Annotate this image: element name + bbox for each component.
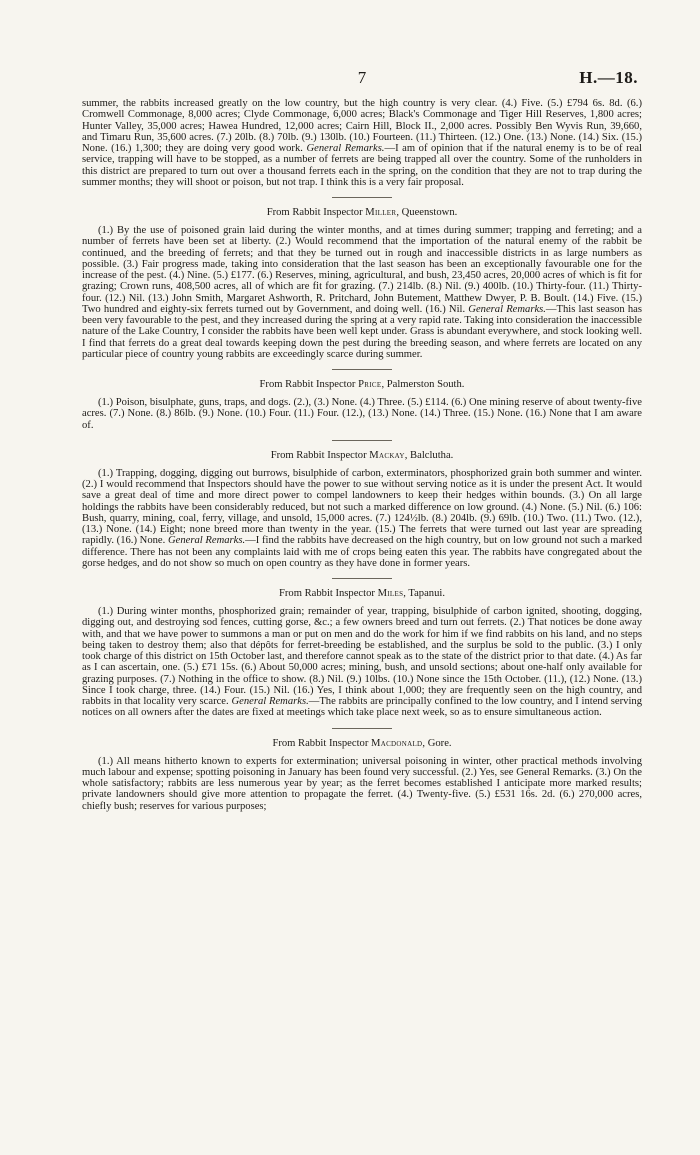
- section-paragraph-mackay: [82, 468, 642, 569]
- inspector-name: Miller: [365, 207, 397, 218]
- remarks-text: —This last season has been very favourable to the pest, and they increased during the spring at a very rapid rate. Taking into consideration the inaccessible nature of the Lake Country, I consider the rabbits have been well kept under. Grass is abundant everywhere, and stock looking well. I find that ferrets do a great deal towards keeping down the pest during the breeding season, and where ferrets are located on any particular piece of country young rabbits are exceedingly scarce during summer.: [82, 303, 642, 360]
- section-heading-mackay: From Rabbit Inspector Mackay, Balclutha.: [270, 449, 454, 461]
- inspector-name: Price: [358, 379, 382, 390]
- section-paragraph-macdonald: [82, 756, 642, 812]
- remarks-label: General Remarks.: [168, 535, 246, 547]
- inspector-place: , Tapanui.: [403, 588, 445, 599]
- report-text: (1.) By the use of poisoned grain laid during the winter months, and at times during summer; trapping and ferreting; and a number of ferrets have been set at liberty. (2.) Would recommend that the importation of the natural enemy of the rabbit be continued, and the breeding of ferrets; and that they be turned out in rough and inaccessible districts in as large numbers as possible. (3.) Fair progress made, taking into consideration that the last season has been an exceptionally favourable one for the increase of the pest. (4.) Nine. (5.) £177. (6.) Reserves, mining, agricultural, and bush, 23,450 acres, 20,000 acres of which is fit for grazing; Crown runs, 408,500 acres, all of which are fit for grazing. (7.) 214lb. (8.) Nil. (9.) 400lb. (10.) Thirty-four. (11.) Thirty-four. (12.) Nil. (13.) John Smith, Margaret Ashworth, R. Pritchard, John Butement, Matthew Dwyer, P. B. Boult. (14.) Five. (15.) Two hundred and eighty-six ferrets turned out by Government, and doing well. (16.) Nil.: [82, 225, 642, 315]
- report-text: (1.) All means hitherto known to experts for extermination; universal poisoning in winter, other practical methods involving much labour and expense; spotting poisoning in January has been found very successful. (2.) Yes, see General Remarks. (3.) On the whole satisfactory; rabbits are less numerous year by year; as the ferret becomes established I anticipate more marked results; private landowners should give more attention to propagate the ferret. (4.) Twenty-five. (5.) £531 16s. 2d. (6.) 270,000 acres, chiefly bush; reserves for various purposes;: [82, 755, 642, 812]
- intro-text: summer, the rabbits increased greatly on the low country, but the high country is very clear. (4.) Five. (5.) £794 6s. 8d. (6.) Cromwell Commonage, 8,000 acres; Clyde Commonage, 6,000 acres; Black's Commonage and Tiger Hill Reserves, 1,800 acres; Hunter Valley, 35,000 acres; Hawea Hundred, 12,000 acres; Cairn Hill, Block II., 2,000 acres. Possibly Ben Wyvis Run, 39,660, and Timaru Run, 35,600 acres. (7.) 20lb. (8.) 70lb. (9.) 130lb. (10.) Fourteen. (11.) Thirteen. (12.) One. (13.) None. (14.) Six. (15.) None. (16.) 1,300; they are doing very good work.: [82, 98, 642, 154]
- remarks-text: —The rabbits are principally confined to the low country, and I intend serving notices on all owners after the dates are fixed at meetings which take place next week, so as to ensure simultaneous action.: [82, 696, 642, 719]
- inspector-name: Macdonald: [371, 737, 423, 749]
- remarks-label: General Remarks.: [231, 696, 309, 707]
- report-text: (1.) Poison, bisulphate, guns, traps, and dogs. (2.), (3.) None. (4.) Three. (5.) £114. (6.) One mining reserve of about twenty-five acres. (7.) None. (8.) 86lb. (9.) None. (10.) Four. (11.) Four. (12.), (13.) None. (14.) Three. (15.) None. (16.) None that I am aware of.: [82, 397, 642, 431]
- page-header: [82, 68, 642, 92]
- section-divider: [332, 440, 392, 441]
- section-heading-macdonald: From Rabbit Inspector Macdonald, Gore.: [272, 737, 452, 749]
- inspector-name: Miles: [377, 588, 404, 599]
- section-paragraph-miller: [82, 225, 642, 360]
- section-divider: [332, 728, 392, 729]
- report-text: (1.) During winter months, phosphorized grain; remainder of year, trapping, bisulphide of carbon ignited, shooting, dogging, digging out, and destroying sod fences, cutting gorse, &c.; a few owners breed and turn out ferrets. (2.) That notices be done away with, and that we have power to summons a man or put on men and do the work for him if we find rabbits on his land, and no steps being taken to destroy them; also that dépôts for ferret-breeding be established, and the surplus be sold to the public. (3.) I only took charge of this district on 15th October last, and therefore cannot speak as to the state of the district prior to that date. (4.) As far as I can ascertain, one. (5.) £71 15s. (6.) About 50,000 acres; mining, bush, and unsold sections; about one-half only available for grazing purposes. (7.) Nothing in the office to show. (8.) Nil. (9.) 10lbs. (10.) None since the 15th October. (11.), (12.) None. (13.) Since I took charge, three. (14.) Four. (15.) Nil. (16.) Yes, I think about 1,000; they are frequently seen on the high country, and rabbits in that locality very scarce.: [82, 606, 642, 707]
- intro-remarks-label: General Remarks.: [306, 143, 385, 154]
- section-heading-miller: From Rabbit Inspector Miller, Queenstown.: [266, 207, 458, 218]
- page-number: 7: [357, 68, 367, 87]
- inspector-name: Mackay: [369, 449, 405, 461]
- inspector-place: , Gore.: [422, 737, 452, 749]
- intro-remarks-text: —I am of opinion that if the natural enemy is to be of real service, trapping will have to be stopped, as a number of ferrets are being trapped all over the country. Some of the runholders in this district are prepared to turn out over a thousand ferrets each in the spring, on the condition that they are not to trap during the summer months; they will shoot or poison, but not trap. I think this is a very fair proposal.: [82, 143, 642, 188]
- section-heading-miles: From Rabbit Inspector Miles, Tapanui.: [278, 588, 445, 599]
- section-divider: [332, 369, 392, 370]
- remarks-text: —I find the rabbits have decreased on the high country, but on low ground not such a marked difference. There has not been any complaints laid with me of crops being eaten this year. The rabbits have congregated about the gorse hedges, and do not show so much on open country as they have done in former years.: [82, 535, 642, 569]
- page-reference: H.—18.: [579, 68, 638, 87]
- section-heading-price: From Rabbit Inspector Price, Palmerston South.: [259, 379, 465, 390]
- inspector-place: , Balclutha.: [404, 449, 454, 461]
- inspector-place: , Palmerston South.: [381, 379, 465, 390]
- section-divider: [332, 197, 392, 198]
- page-content: [82, 98, 642, 812]
- intro-paragraph: [82, 98, 642, 188]
- section-paragraph-price: [82, 397, 642, 431]
- section-divider: [332, 578, 392, 579]
- report-text: (1.) Trapping, dogging, digging out burrows, bisulphide of carbon, exterminators, phosphorized grain both summer and winter. (2.) I would recommend that Inspectors should have the power to sue without serving notice as it is under the present Act. It would save a great deal of time and more direct power to compel landowners to keep their hedges within bounds. (3.) On all large holdings the rabbits have been considerably reduced, but not such a marked difference on low ground. (4.) None. (5.) Nil. (6.) 106: Bush, quarry, mining, coal, ferry, village, and unsold, 15,000 acres. (7.) 124½lb. (8.) 204lb. (9.) 69lb. (10.) Two. (11.) Two. (12.), (13.) None. (14.) Eight; none breed more than twenty in the year. (15.) The ferrets that were turned out last year are spreading rapidly. (16.) None.: [82, 467, 642, 547]
- remarks-label: General Remarks.: [468, 303, 546, 315]
- section-paragraph-miles: [82, 606, 642, 719]
- inspector-place: , Queenstown.: [396, 207, 458, 218]
